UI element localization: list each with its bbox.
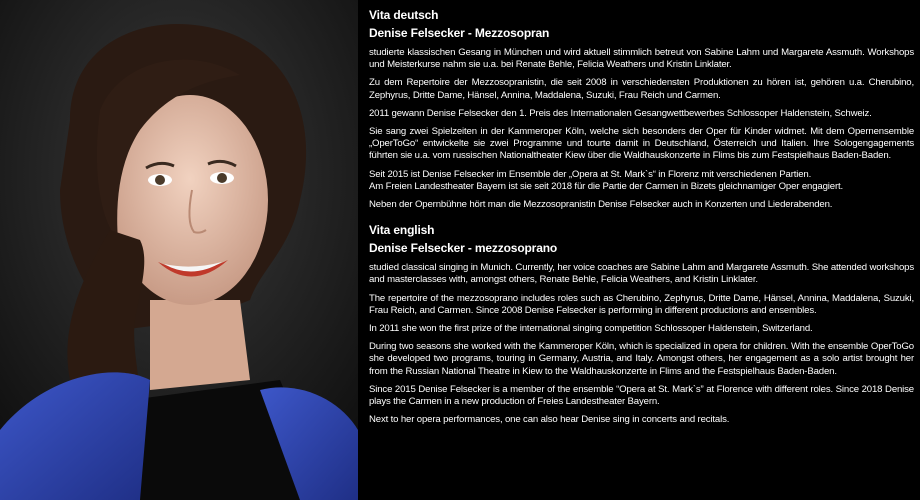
vita-german-subheading: Denise Felsecker - Mezzosopran [369,26,550,40]
vita-english-paragraph: studied classical singing in Munich. Currently, her voice coaches are Sabine Lahm and Margarete Assmuth. She attended workshops and masterclasses with, amongst others, Renate Behle, Felicia Weathers, and Kristin Linklater. [369,262,914,286]
vita-english-section [369,223,914,426]
vita-german-paragraph: Neben der Opernbühne hört man die Mezzosopranistin Denise Felsecker auch in Konzerten und Liederabenden. [369,199,833,211]
vita-german-paragraph: 2011 gewann Denise Felsecker den 1. Preis des Internationalen Gesangwettbewerbes Schlossoper Haldenstein, Schweiz. [369,107,872,119]
vita-german-paragraph: Zu dem Repertoire der Mezzosopranistin, die seit 2008 in verschiedensten Produktionen zu hören ist, gehören u.a. Cherubino, Zephyrus, Dritte Dame, Hänsel, Annina, Maddalena, Suzuki, Frau Reich und Carmen. [369,77,914,101]
biography-text [369,8,914,432]
vita-german-heading: Vita deutsch [369,8,439,22]
vita-english-subheading: Denise Felsecker - mezzosoprano [369,241,558,256]
vita-german-paragraph: Sie sang zwei Spielzeiten in der Kammeroper Köln, welche sich besonders der Oper für Kinder widmet. Mit dem Opernensemble „OperToGo“ entwickelte sie zwei Programme und tourte damit in Deutschland, Österreich und Italien. Ihre Sologengagements führten sie u.a. vom russischen Nationaltheater Kiew über die Waldhauskonzerte in Flims bis zum Festspielhaus Baden-Baden. [369,126,914,162]
vita-german-paragraph: studierte klassischen Gesang in München und wird aktuell stimmlich betreut von Sabine Lahm und Margarete Assmuth. Workshops und Meisterkurse nahm sie u.a. bei Renate Behle, Felicia Weathers und Kristin Linklater. [369,47,914,71]
vita-english-paragraph: The repertoire of the mezzosoprano includes roles such as Cherubino, Zephyrus, Dritte Dame, Hänsel, Annina, Maddalena, Suzuki, Frau Reich, and Carmen. Since 2008 Denise Felsecker is performing in different productions and ensembles. [369,292,914,316]
vita-english-paragraph: Since 2015 Denise Felsecker is a member of the ensemble “Opera at St. Mark`s” at Florence with different roles. Since 2018 Denise plays the Carmen in a new production of Freies Landestheater Bayern. [369,383,914,408]
vita-german-section [369,8,914,211]
portrait-photo [0,0,358,500]
vita-german-paragraph: Seit 2015 ist Denise Felsecker im Ensemble der „Opera at St. Mark`s“ in Florenz mit verschiedenen Partien. Am Freien Landestheater Bayern ist sie seit 2018 für die Partie der Carmen in Bizets gleichnamiger Oper engagiert. [369,168,844,192]
vita-english-heading: Vita english [369,223,435,238]
vita-english-paragraph: In 2011 she won the first prize of the international singing competition Schlossoper Haldenstein, Switzerland. [369,323,813,335]
vita-english-paragraph: During two seasons she worked with the Kammeroper Köln, which is specialized in opera for children. With the ensemble OperToGo she developed two programs, touring in Germany, Austria, and Italy. Amongst others, her engagement as a solo artist brought her from the Russian National Theatre in Kiew to the Waldhauskonzerte in Flims and the Festspielhaus Baden-Baden. [369,341,914,377]
vita-english-paragraph: Next to her opera performances, one can also hear Denise sing in concerts and recitals. [369,414,730,426]
portrait-illustration [0,0,358,500]
